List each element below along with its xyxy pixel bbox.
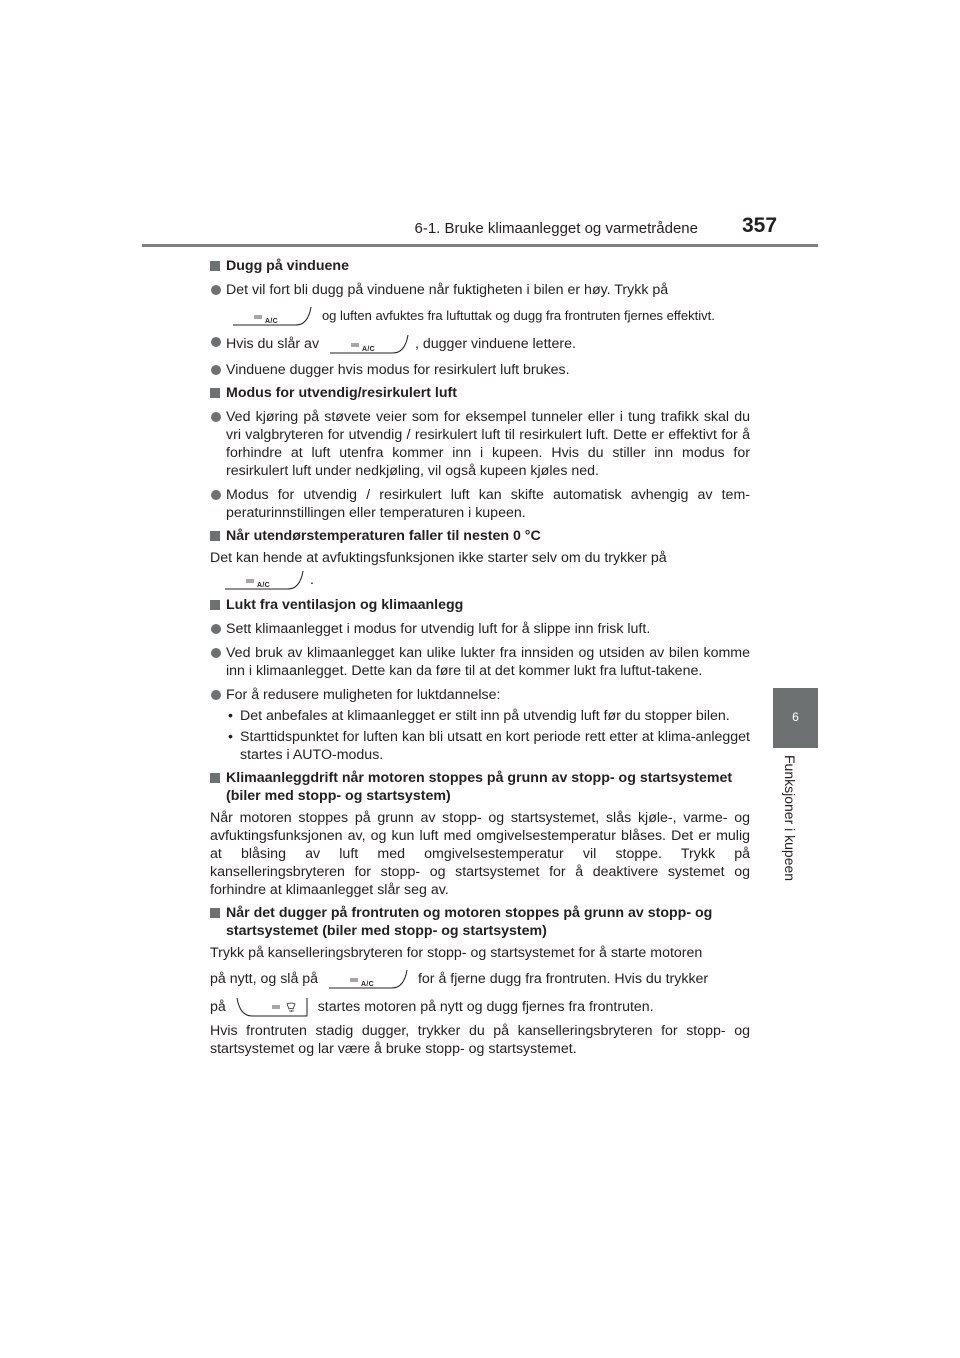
bullet-odor-1: Sett klimaanlegget i modus for utvendig luft for å slippe inn frisk luft. bbox=[210, 620, 750, 638]
chapter-number: 6 bbox=[792, 710, 799, 724]
ac-button-label: A/C bbox=[265, 318, 278, 326]
bullet-fog-1 bbox=[210, 281, 750, 327]
paragraph-windshield-line3 bbox=[210, 996, 750, 1018]
paragraph-windshield-text2: Hvis frontruten stadig dugger, trykker du på kanselleringsbryteren for stopp- og startsystemet og lar være å bruke stopp- og startsystemet. bbox=[210, 1023, 750, 1057]
sub-bullet-odor-2: • Starttidspunktet for luften kan bli utsatt en kort periode rett etter at klima-anlegget startes i AUTO-modus. bbox=[210, 728, 750, 764]
paragraph-windshield-line1: Trykk på kanselleringsbryteren for stopp- og startsystemet for å starte motoren bbox=[210, 945, 703, 961]
paragraph-cold-cont bbox=[210, 569, 750, 591]
paragraph-stop-start: Når motoren stoppes på grunn av stopp- og startsystemet, slås kjøle-, varme- og avfuktingsfunksjonen av, og kun luft med omgivelsestemperatur blåses. Det er mulig at blåsing av luft med omgivelsestemperatur vil stoppe. Trykk på kanselleringsbryteren for stopp- og startsystemet for å deaktivere systemet og forhindre at klimaanlegget slår seg av. bbox=[210, 810, 750, 898]
ac-button-icon bbox=[224, 570, 304, 590]
header-rule bbox=[142, 244, 818, 247]
paragraph-windshield-line2 bbox=[210, 968, 750, 990]
sub-bullet-odor-1: • Det anbefales at klimaanlegget er stilt inn på utvendig luft før du stopper bilen. bbox=[210, 707, 750, 725]
bullet-fog-1-text: Det vil fort bli dugg på vinduene når fuktigheten i bilen er høy. Trykk på bbox=[226, 282, 669, 298]
chapter-label bbox=[778, 755, 800, 895]
section-heading-odor: Lukt fra ventilasjon og klimaanlegg bbox=[210, 596, 750, 614]
ac-button-label: A/C bbox=[361, 981, 374, 989]
bullet-fog-1-cont-text: og luften avfuktes fra luftuttak og dugg fra frontruten fjernes effektivt. bbox=[321, 308, 715, 323]
paragraph-cold-end: . bbox=[310, 572, 314, 588]
ac-button-label: A/C bbox=[257, 582, 270, 590]
section-title: 6-1. Bruke klimaanlegget og varmetrådene bbox=[414, 220, 698, 237]
section-heading-cold: Når utendørstemperaturen faller til nesten 0 °C bbox=[210, 527, 750, 545]
line2-after: for å fjerne dugg fra frontruten. Hvis du trykker bbox=[417, 971, 709, 987]
ac-button-icon bbox=[329, 334, 409, 354]
ac-button-icon bbox=[232, 306, 312, 326]
page-body bbox=[210, 252, 750, 1058]
bullet-air-mode-2: Modus for utvendig / resirkulert luft kan skifte automatisk avhengig av tem-peraturinnstillingen eller temperaturen i kupeen. bbox=[210, 486, 750, 522]
line3-after: startes motoren på nytt og dugg fjernes fra frontruten. bbox=[317, 999, 654, 1015]
section-heading-air-mode: Modus for utvendig/resirkulert luft bbox=[210, 384, 750, 402]
line3-before: på bbox=[210, 999, 226, 1015]
section-heading-stop-start: Klimaanleggdrift når motoren stoppes på grunn av stopp- og startsystemet (biler med stopp- og startsystem) bbox=[210, 769, 750, 805]
ac-button-label: A/C bbox=[362, 346, 375, 354]
line2-before: på nytt, og slå på bbox=[210, 971, 319, 987]
bullet-fog-2 bbox=[210, 333, 750, 355]
chapter-label-text: Funksjoner i kupeen bbox=[782, 755, 798, 882]
ac-button-icon bbox=[328, 969, 408, 989]
bullet-fog-2-before: Hvis du slår av bbox=[226, 336, 320, 352]
windshield-defroster-button-icon bbox=[236, 997, 308, 1017]
chapter-tab bbox=[773, 688, 818, 748]
bullet-fog-2-after: , dugger vinduene lettere. bbox=[415, 336, 576, 352]
bullet-odor-2: Ved bruk av klimaanlegget kan ulike lukter fra innsiden og utsiden av bilen komme inn i klimaanlegget. Dette kan da føre til at det kommer lukt fra luftut-takene. bbox=[210, 644, 750, 680]
bullet-odor-3: For å redusere muligheten for luktdannelse: bbox=[210, 686, 750, 704]
paragraph-cold: Det kan hende at avfuktingsfunksjonen ikke starter selv om du trykker på bbox=[210, 550, 667, 566]
section-heading-windshield-fog: Når det dugger på frontruten og motoren stoppes på grunn av stopp- og startsystemet (biler med stopp- og startsystem) bbox=[210, 904, 750, 940]
section-heading-fog: Dugg på vinduene bbox=[210, 257, 750, 275]
bullet-fog-1-cont bbox=[226, 305, 750, 327]
page-number: 357 bbox=[742, 214, 778, 237]
bullet-fog-3: Vinduene dugger hvis modus for resirkulert luft brukes. bbox=[210, 361, 750, 379]
bullet-air-mode-1: Ved kjøring på støvete veier som for eksempel tunneler eller i tung trafikk skal du vri valgbryteren for utvendig / resirkulert luft til resirkulert luft. Dette er effektivt for å forhindre at luft utenfra kommer inn i kupeen. Hvis du stiller inn modus for resirkulert luft under nedkjøling, vil også kupeen kjøles ned. bbox=[210, 408, 750, 480]
page-header bbox=[0, 0, 960, 280]
